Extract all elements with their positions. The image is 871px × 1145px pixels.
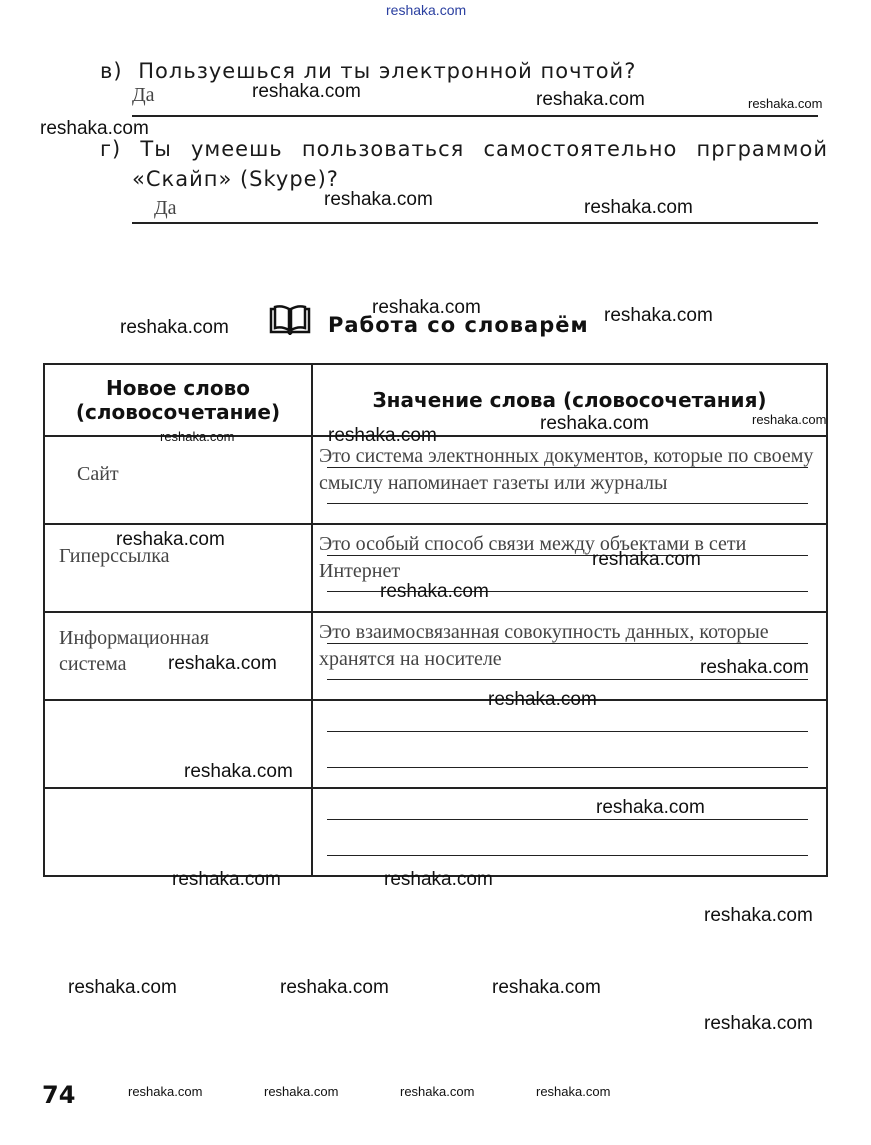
watermark: reshaka.com: [748, 96, 823, 111]
watermark: reshaka.com: [120, 317, 229, 338]
watermark: reshaka.com: [172, 869, 281, 890]
write-line: [327, 467, 808, 468]
meaning-text: Это взаимосвязанная совокупность данных, которые хранятся на носителе: [319, 621, 769, 670]
meaning-cell: [312, 788, 827, 876]
word-cell: [44, 436, 312, 524]
book-icon: [269, 305, 311, 340]
watermark: reshaka.com: [704, 905, 813, 926]
question-g: [100, 137, 828, 161]
watermark: reshaka.com: [536, 89, 645, 110]
meaning-cell: [312, 612, 827, 700]
write-line: [327, 767, 808, 768]
watermark: reshaka.com: [160, 429, 235, 444]
site-header: reshaka.com: [386, 2, 467, 18]
watermark: reshaka.com: [596, 797, 705, 818]
watermark: reshaka.com: [116, 529, 225, 550]
page-number: 74: [42, 1081, 76, 1109]
table-row: [44, 700, 827, 788]
watermark: reshaka.com: [168, 653, 277, 674]
word-text-line2: система: [59, 653, 127, 675]
write-line: [327, 555, 808, 556]
write-line: [327, 679, 808, 680]
answer-v: Да: [132, 84, 155, 106]
word-text-line1: Информационная: [59, 627, 210, 649]
question-g-letter: г): [100, 137, 122, 161]
meaning-cell: [312, 700, 827, 788]
word-text: Гиперссылка: [59, 545, 170, 567]
watermark: reshaka.com: [492, 977, 601, 998]
answer-line-g: [132, 222, 818, 224]
watermark: reshaka.com: [604, 305, 713, 326]
question-v: [100, 59, 636, 83]
watermark: reshaka.com: [584, 197, 693, 218]
write-line: [327, 819, 808, 820]
table-row: [44, 612, 827, 700]
meaning-text: Это особый способ связи между объектами в сети Интернет: [319, 533, 747, 582]
header-new-word: [44, 364, 312, 436]
question-g-text-1: Ты умеешь пользоваться самостоятельно прграммой: [140, 137, 828, 161]
header-new-word-line1: Новое слово: [105, 376, 251, 400]
header-new-word-line2: (словосочетание): [75, 400, 281, 424]
question-v-letter: в): [100, 59, 123, 83]
watermark: reshaka.com: [324, 189, 433, 210]
watermark: reshaka.com: [252, 81, 361, 102]
write-line: [327, 855, 808, 856]
watermark: reshaka.com: [752, 412, 827, 427]
watermark: reshaka.com: [700, 657, 809, 678]
watermark: reshaka.com: [184, 761, 293, 782]
watermark: reshaka.com: [704, 1013, 813, 1034]
watermark: reshaka.com: [128, 1084, 203, 1099]
table-row: [44, 788, 827, 876]
watermark: reshaka.com: [280, 977, 389, 998]
section-title: Работа со словарём: [328, 313, 589, 337]
watermark: reshaka.com: [328, 425, 437, 446]
watermark: reshaka.com: [40, 118, 149, 139]
write-line: [327, 503, 808, 504]
table-row: [44, 436, 827, 524]
answer-g: Да: [154, 197, 177, 219]
meaning-cell: [312, 436, 827, 524]
write-line: [327, 731, 808, 732]
watermark: reshaka.com: [540, 413, 649, 434]
watermark: reshaka.com: [372, 297, 481, 318]
watermark: reshaka.com: [592, 549, 701, 570]
watermark: reshaka.com: [536, 1084, 611, 1099]
word-cell: [44, 788, 312, 876]
watermark: reshaka.com: [488, 689, 597, 710]
watermark: reshaka.com: [400, 1084, 475, 1099]
word-text: Сайт: [77, 463, 119, 485]
header-meaning: Значение слова (словосочетания): [312, 364, 827, 436]
question-v-text: Пользуешься ли ты электронной почтой?: [138, 59, 637, 83]
answer-line-v: [132, 115, 818, 117]
meaning-text: Это система электнонных документов, которые по своему смыслу напоминает газеты или журналы: [319, 445, 814, 494]
watermark: reshaka.com: [264, 1084, 339, 1099]
watermark: reshaka.com: [384, 869, 493, 890]
watermark: reshaka.com: [68, 977, 177, 998]
write-line: [327, 643, 808, 644]
question-g-text-2: «Скайп» (Skype)?: [132, 167, 339, 191]
watermark: reshaka.com: [380, 581, 489, 602]
